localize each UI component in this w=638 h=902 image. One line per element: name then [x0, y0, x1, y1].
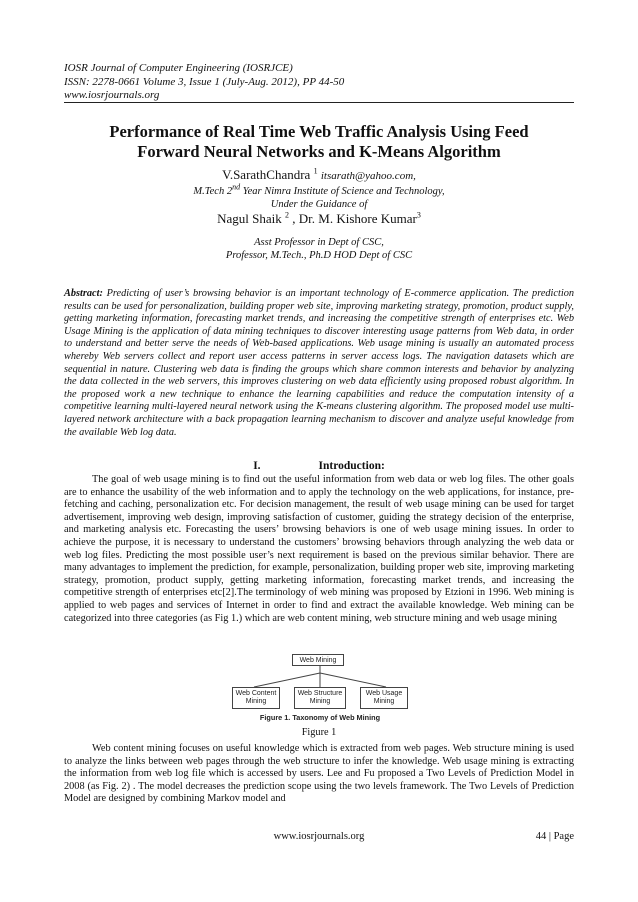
journal-issn: ISSN: 2278-0661 Volume 3, Issue 1 (July-Aug. 2012), PP 44-50: [64, 75, 345, 88]
paragraph-1: [64, 474, 574, 625]
paper-title-line-1: Performance of Real Time Web Traffic Analysis Using Feed: [109, 122, 529, 141]
paragraph-1-text: The goal of web usage mining is to find out the useful information from web data or web log files. The other goals are to enhance the usability of the web information and to apply the technology on the web applications, for instance, pre-fetching and caching, personalization etc. For decision management, the result of web usage mining can be used for target advertisement, improving web design, improving satisfaction of customer, guiding the strategy decision of the enterprise, and marketing analysis etc. Forecasting the users’ browsing behaviors is one of web usage mining issues. In order to achieve the purpose, it is necessary to understand the customers’ browsing behaviors through analyzing the web data or web log files. Predicting the most possible user’s next requirement is based on the previous similar behavior. There are many advantages to implement the prediction, for example, personalization, building proper web site, improving marketing strategy, promotion, product supply, getting marketing information, forecasting market trends, and increasing the competitive strength of enterprises etc[2].The terminology of web mining was proposed by Etzioni in 1996. Web mining is applied to web pages and services of Internet in order to find and extract the available knowledge. Web mining can be categorized into three categories (as Fig 1.) which are web content mining, web structure mining and web usage mining: [64, 474, 574, 624]
affiliation-1-post: Year Nimra Institute of Science and Technology,: [240, 186, 445, 197]
footer-page-number: 44 | Page: [535, 831, 574, 842]
journal-name: IOSR Journal of Computer Engineering (IOSRJCE): [64, 62, 293, 74]
section-title: Introduction:: [318, 460, 385, 472]
author-2: [64, 211, 574, 227]
guidance-note: Under the Guidance of: [270, 199, 368, 210]
figure-node-structure-mining: Web Structure Mining: [294, 687, 346, 709]
paper-title: [64, 122, 574, 162]
author-2-name: Nagul Shaik: [217, 211, 282, 226]
header-divider: [64, 102, 574, 103]
section-number: I.: [253, 460, 261, 472]
figure-caption: Figure 1. Taxonomy of Web Mining: [259, 713, 381, 722]
paragraph-2-text: Web content mining focuses on useful knowledge which is extracted from web pages. Web structure mining is used to analyze the links between web pages through the web structure to infer the knowledge. Web usage mining is extracting the information from web log file which is accessed by users. Lee and Fu proposed a Two Levels of Prediction Model in 2008 (as Fig. 2) . The model decreases the prediction scope using the two levels framework. The Two Levels of Prediction Model are designed by combining Markov model and: [64, 743, 574, 805]
affiliation-3: Professor, M.Tech., Ph.D HOD Dept of CSC: [225, 250, 413, 261]
author-3-marker: 3: [416, 210, 421, 220]
figure-web-mining-taxonomy: [232, 651, 408, 723]
abstract: [64, 288, 574, 439]
affiliation-1: [64, 182, 574, 199]
journal-header: [64, 62, 574, 103]
abstract-text: Predicting of user’s browsing behavior is an important technology of E-commerce application. The prediction results can be used for personalization, building proper web site, improving marketing strategy, promotion, product supply, getting marketing information, forecasting market trends, and increasing the competitive strength of enterprises etc. Web Usage Mining is the application of data mining techniques to discover interesting usage patterns from Web data, in order to understand and better serve the needs of Web-based applications. Web usage mining is usually an automated process whereby Web servers collect and report user access patterns in server access logs. The navigation datasets which are sequential in nature. Clustering web data is finding the groups which share common interests and behavior by analyzing the data collected in the web servers, this improves clustering on web data efficiently using proposed robust algorithm. In the proposed work a new technique to enhance the learning capabilities and reduce the computation intensity of a competitive learning multi-layered neural network using the K-means clustering algorithm. The proposed model use multi-layered network architecture with a back propagation learning mechanism to discover and analyze useful knowledge from the available Web log data.: [64, 288, 574, 438]
author-2-marker: 2: [285, 210, 290, 220]
author-1-marker: 1: [313, 166, 318, 176]
affiliation-2: Asst Professor in Dept of CSC,: [254, 237, 384, 248]
author-3-name: , Dr. M. Kishore Kumar: [289, 211, 417, 226]
affiliation-1-sup: nd: [232, 182, 241, 192]
author-1-name: V.SarathChandra: [222, 167, 311, 182]
figure-node-content-mining: Web Content Mining: [232, 687, 280, 709]
footer-url: www.iosrjournals.org: [273, 831, 365, 842]
author-1-email: itsarath@yahoo.com,: [320, 170, 416, 182]
affiliation-1-pre: M.Tech 2: [193, 186, 233, 197]
figure-node-usage-mining: Web Usage Mining: [360, 687, 408, 709]
section-heading: [64, 460, 574, 472]
journal-url: www.iosrjournals.org: [64, 89, 160, 101]
author-1: [64, 167, 574, 183]
abstract-label: Abstract:: [64, 288, 103, 299]
figure-node-web-mining: Web Mining: [292, 654, 344, 666]
figure-label: Figure 1: [301, 727, 337, 738]
paper-title-line-2: Forward Neural Networks and K-Means Algorithm: [137, 142, 501, 161]
paragraph-2: [64, 743, 574, 806]
